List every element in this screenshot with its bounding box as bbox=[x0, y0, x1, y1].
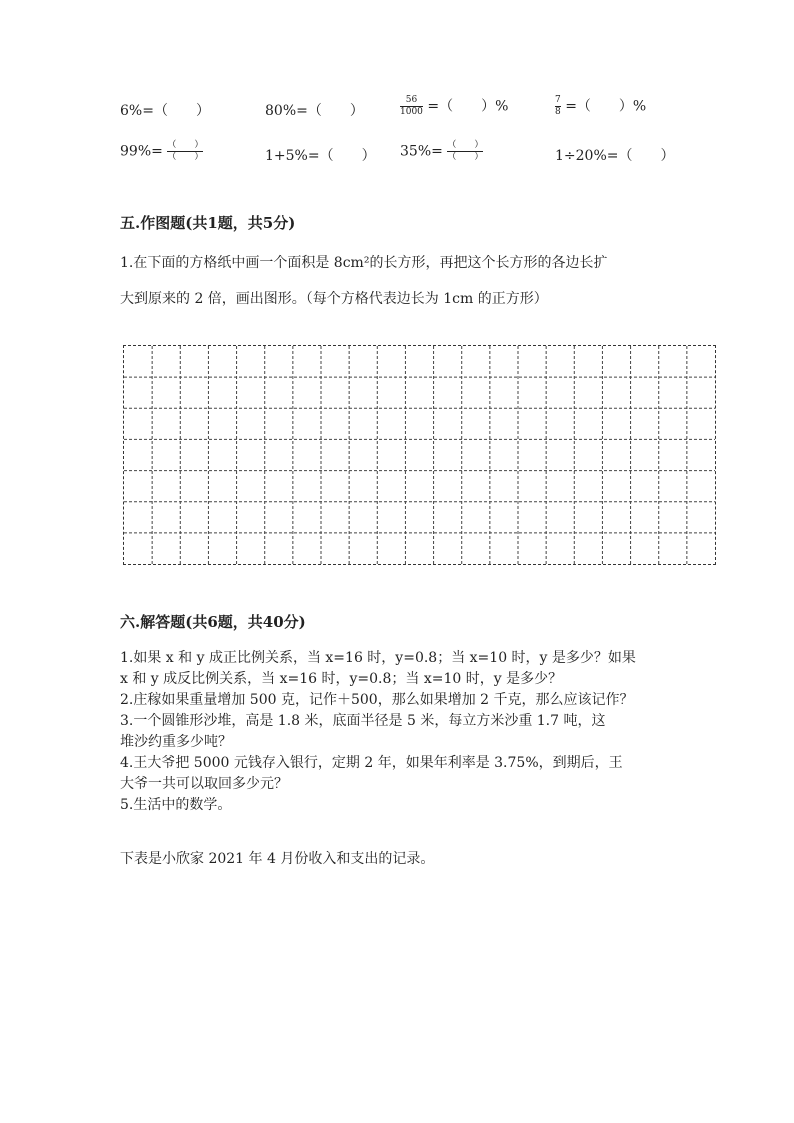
question-line: x 和 y 成反比例关系，当 x=16 时，y=0.8；当 x=10 时，y 是多少？ bbox=[120, 671, 563, 687]
section-5-heading: 五.作图题(共1题，共5分) bbox=[120, 214, 296, 232]
question-line: 1.如果 x 和 y 成正比例关系，当 x=16 时，y=0.8；当 x=10 时，y 是多少？如果 bbox=[120, 650, 636, 666]
question-line: 5.生活中的数学。 bbox=[120, 797, 232, 813]
fraction-numerator: 7 bbox=[555, 95, 561, 105]
grid-lines bbox=[124, 346, 715, 564]
fill-item-5-text: 99%= bbox=[120, 143, 163, 160]
question-line: 3.一个圆锥形沙堆，高是 1.8 米，底面半径是 5 米，每立方米沙重 1.7 吨，这 bbox=[120, 713, 606, 729]
blank-numerator: （ ） bbox=[167, 140, 204, 150]
table-intro: 下表是小欣家 2021 年 4 月份收入和支出的记录。 bbox=[120, 851, 435, 867]
section-6-heading: 六.解答题(共6题，共40分) bbox=[120, 613, 306, 631]
fill-item-4 bbox=[555, 95, 646, 118]
fraction-numerator: 56 bbox=[405, 95, 418, 105]
fill-item-7 bbox=[400, 140, 483, 163]
fraction-7-8 bbox=[555, 95, 561, 118]
question-line: 4.王大爷把 5000 元钱存入银行，定期 2 年，如果年利率是 3.75%，到期后，王 bbox=[120, 755, 623, 771]
blank-fraction bbox=[447, 140, 483, 163]
fill-item-7-text: 35%= bbox=[400, 143, 443, 160]
blank-fraction bbox=[167, 140, 203, 163]
question-line: 2.庄稼如果重量增加 500 克，记作＋500，那么如果增加 2 千克，那么应该记作？ bbox=[120, 692, 634, 708]
fill-item-8: 1÷20%=（ ） bbox=[555, 148, 675, 164]
section-6-questions bbox=[120, 648, 636, 816]
grid-paper[interactable] bbox=[123, 345, 716, 565]
fill-item-3 bbox=[400, 95, 508, 118]
fill-item-1: 6%=（ ） bbox=[120, 103, 210, 119]
question-line: 堆沙约重多少吨？ bbox=[120, 734, 232, 750]
fill-item-2: 80%=（ ） bbox=[265, 103, 364, 119]
blank-denominator: （ ） bbox=[167, 152, 204, 162]
blank-numerator: （ ） bbox=[447, 140, 484, 150]
fraction-denominator: 8 bbox=[555, 107, 561, 117]
question-line: 大爷一共可以取回多少元？ bbox=[120, 776, 288, 792]
section-5-question-line-1: 1.在下面的方格纸中画一个面积是 8cm²的长方形，再把这个长方形的各边长扩 bbox=[120, 255, 608, 271]
fraction-56-1000 bbox=[400, 95, 423, 118]
fill-item-3-text: =（ ）% bbox=[427, 98, 509, 115]
blank-denominator: （ ） bbox=[447, 152, 484, 162]
fill-item-5 bbox=[120, 140, 203, 163]
section-5-question-line-2: 大到原来的 2 倍，画出图形。（每个方格代表边长为 1cm 的正方形） bbox=[120, 291, 548, 307]
fraction-denominator: 1000 bbox=[400, 107, 423, 117]
fill-item-6: 1+5%=（ ） bbox=[265, 148, 376, 164]
fill-item-4-text: =（ ）% bbox=[565, 98, 647, 115]
